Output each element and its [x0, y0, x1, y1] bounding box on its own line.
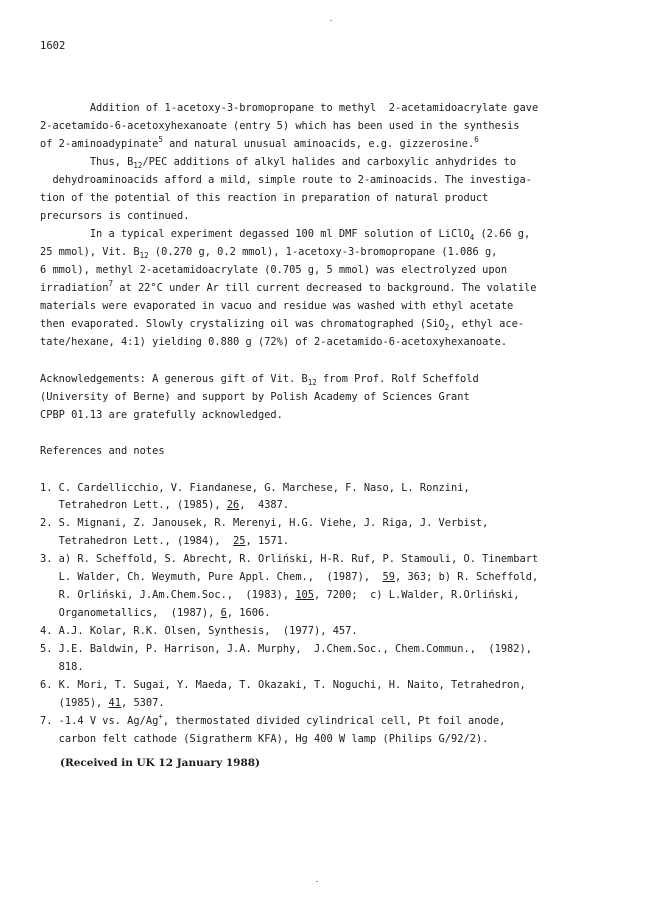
body-line: of 2-aminoadypinate$^5$ and natural unusual aminoacids, e.g. gizzerosine.$^6$: [40, 135, 479, 150]
reference-line: 818.: [40, 661, 84, 673]
reference-line: (1985), 41, 5307.: [40, 697, 165, 709]
acknowledgements-line: Acknowledgements: A generous gift of Vit. $B_{12}$ from Prof. Rolf Scheffold: [40, 373, 479, 387]
volume-number: 25: [233, 535, 246, 547]
subscript: 4: [469, 233, 475, 242]
body-line: 6 mmol), methyl 2-acetamidoacrylate (0.705 g, 5 mmol) was electrolyzed upon: [40, 264, 508, 276]
reference-line: 5. J.E. Baldwin, P. Harrison, J.A. Murphy, J.Chem.Soc., Chem.Commun., (1982),: [40, 643, 532, 655]
reference-line: 1. C. Cardellicchio, V. Fiandanese, G. Marchese, F. Naso, L. Ronzini,: [40, 482, 470, 494]
superscript: +: [158, 712, 163, 721]
body-line: Addition of 1-acetoxy-3-bromopropane to methyl 2-acetamidoacrylate gave: [40, 102, 539, 114]
body-line: 2-acetamido-6-acetoxyhexanoate (entry 5) which has been used in the synthesis: [40, 120, 520, 132]
superscript-ref: 7: [108, 279, 114, 288]
volume-number: 105: [295, 589, 315, 601]
body-line: materials were evaporated in vacuo and residue was washed with ethyl acetate: [40, 300, 514, 312]
subscript: 12: [133, 161, 143, 170]
reference-line: 2. S. Mignani, Z. Janousek, R. Merenyi, H.G. Viehe, J. Riga, J. Verbist,: [40, 517, 489, 529]
reference-line: Tetrahedron Lett., (1984), 25, 1571.: [40, 535, 290, 547]
subscript: 12: [139, 251, 149, 260]
scan-speck: [330, 20, 332, 21]
acknowledgements-line: (University of Berne) and support by Polish Academy of Sciences Grant: [40, 391, 470, 403]
reference-line: Tetrahedron Lett., (1985), 26, 4387.: [40, 499, 290, 511]
body-line: then evaporated. Slowly crystalizing oil was chromatographed (SiO$_2$, ethyl ace-: [40, 318, 525, 332]
body-line: In a typical experiment degassed 100 ml DMF solution of LiClO$_4$ (2.66 g,: [40, 228, 531, 242]
reference-line: Organometallics, (1987), 6, 1606.: [40, 607, 271, 619]
volume-number: 59: [382, 571, 395, 583]
body-line: tion of the potential of this reaction in preparation of natural product: [40, 192, 489, 204]
body-line: irradiation$^7$ at 22°C under Ar till current decreased to background. The volatile: [40, 279, 537, 294]
superscript-ref: 5: [158, 135, 163, 144]
volume-number: 26: [226, 499, 240, 511]
acknowledgements-line: CPBP 01.13 are gratefully acknowledged.: [40, 409, 283, 421]
subscript: 12: [307, 378, 317, 387]
body-line: 25 mmol), Vit. $B_{12}$ (0.270 g, 0.2 mmol), 1-acetoxy-3-bromopropane (1.086 g,: [40, 246, 498, 260]
received-date: (Received in UK 12 January 1988): [60, 757, 261, 769]
reference-line: carbon felt cathode (Sigratherm KFA), Hg 400 W lamp (Philips G/92/2).: [40, 733, 489, 745]
body-line: Thus, $B_{12}$/PEC additions of alkyl halides and carboxylic anhydrides to: [40, 156, 517, 170]
body-line: dehydroaminoacids afford a mild, simple route to 2-aminoacids. The investiga-: [40, 174, 532, 186]
body-line: precursors is continued.: [40, 210, 190, 222]
page-number: 1602: [40, 40, 66, 52]
superscript-ref: 6: [474, 135, 479, 144]
references-heading: References and notes: [40, 445, 165, 457]
body-line: tate/hexane, 4:1) yielding 0.880 g (72%) of 2-acetamido-6-acetoxyhexanoate.: [40, 336, 508, 348]
reference-line: 4. A.J. Kolar, R.K. Olsen, Synthesis, (1977), 457.: [40, 625, 358, 637]
subscript: 2: [444, 323, 450, 332]
reference-line: R. Orliński, J.Am.Chem.Soc., (1983), 105, 7200; c) L.Walder, R.Orliński,: [40, 589, 520, 601]
scan-speck: [316, 881, 318, 882]
reference-line: 7. -1.4 V vs. Ag/Ag+, thermostated divided cylindrical cell, Pt foil anode,: [40, 712, 506, 727]
reference-line: L. Walder, Ch. Weymuth, Pure Appl. Chem., (1987), 59, 363; b) R. Scheffold,: [40, 571, 539, 583]
reference-line: 6. K. Mori, T. Sugai, Y. Maeda, T. Okazaki, T. Noguchi, H. Naito, Tetrahedron,: [40, 679, 526, 691]
reference-line: 3. a) R. Scheffold, S. Abrecht, R. Orliński, H-R. Ruf, P. Stamouli, O. Tinembart: [40, 553, 539, 565]
volume-number: 6: [220, 607, 227, 619]
volume-number: 41: [108, 697, 121, 709]
